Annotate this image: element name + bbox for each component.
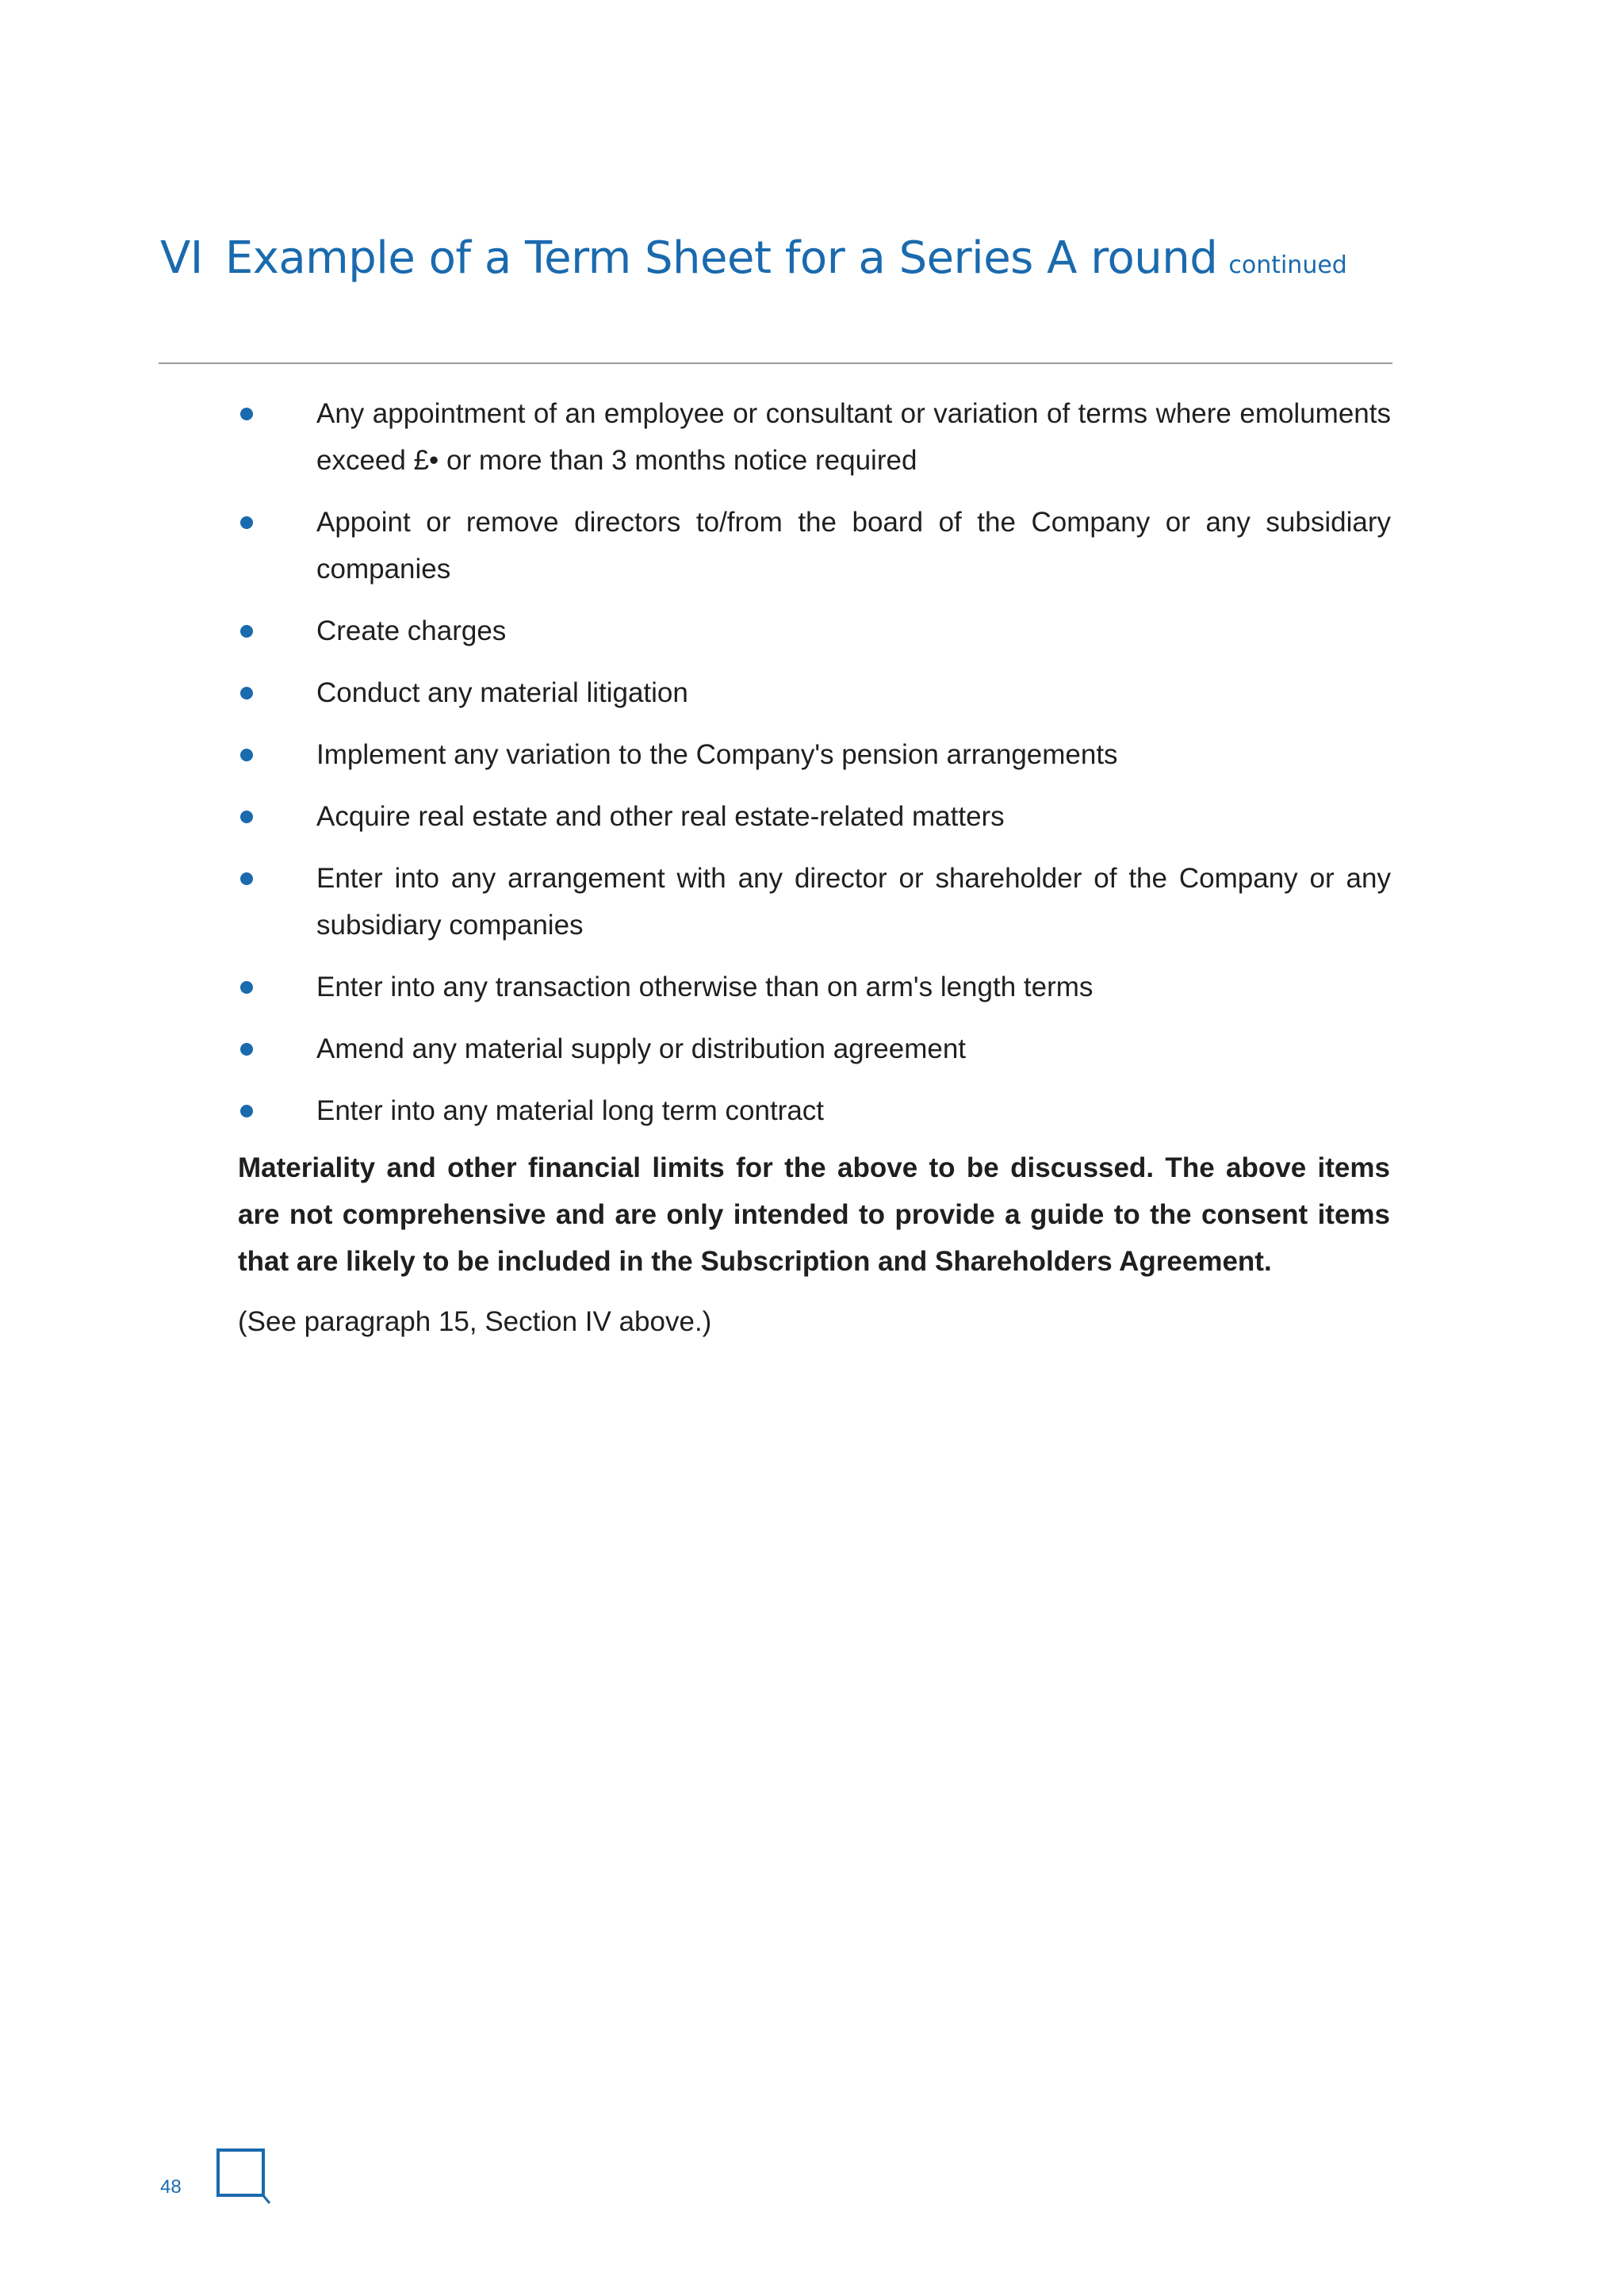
page-number: 48	[160, 2176, 182, 2198]
list-item-text: Appoint or remove directors to/from the board of the Company or any subsidiary companies	[316, 507, 1391, 585]
list-item	[238, 1087, 1391, 1134]
bullet-dot-icon	[240, 811, 253, 823]
list-item	[238, 499, 1391, 592]
list-item	[238, 390, 1391, 484]
list-item	[238, 731, 1391, 778]
bullet-dot-icon	[240, 516, 253, 529]
bullet-dot-icon	[240, 1105, 253, 1117]
bullet-dot-icon	[240, 981, 253, 994]
paragraph-reference: (See paragraph 15, Section IV above.)	[238, 1306, 712, 1337]
section-numeral: VI	[160, 232, 203, 284]
list-item-text: Enter into any arrangement with any director or shareholder of the Company or any subsidiary companies	[316, 863, 1391, 941]
list-item	[238, 793, 1391, 840]
list-item-text: Conduct any material litigation	[316, 677, 688, 708]
list-item	[238, 669, 1391, 716]
bullet-dot-icon	[240, 872, 253, 885]
bullet-dot-icon	[240, 1043, 253, 1056]
list-item-text: Acquire real estate and other real estate-related matters	[316, 801, 1005, 832]
list-item	[238, 608, 1391, 654]
list-item-text: Implement any variation to the Company's pension arrangements	[316, 739, 1118, 770]
list-item	[238, 1025, 1391, 1072]
list-item-text: Any appointment of an employee or consultant or variation of terms where emoluments exceed £• or more than 3 months notice required	[316, 398, 1391, 476]
page-title	[160, 232, 1347, 284]
square-corner-logo-icon	[216, 2148, 273, 2205]
bullet-dot-icon	[240, 749, 253, 761]
consent-items-list	[238, 390, 1391, 1149]
list-item	[238, 855, 1391, 949]
section-title: Example of a Term Sheet for a Series A round	[224, 232, 1218, 284]
bullet-dot-icon	[240, 408, 253, 420]
continued-label: continued	[1228, 251, 1347, 279]
list-item-text: Amend any material supply or distribution agreement	[316, 1033, 967, 1064]
bullet-dot-icon	[240, 625, 253, 638]
list-item-text: Create charges	[316, 615, 507, 646]
list-item	[238, 964, 1391, 1010]
materiality-note: Materiality and other financial limits for the above to be discussed. The above items are not comprehensive and are only intended to provide a guide to the consent items that are likely to be included in the Subscription and Shareholders Agreement.	[238, 1152, 1390, 1277]
bullet-dot-icon	[240, 687, 253, 700]
list-item-text: Enter into any transaction otherwise than on arm's length terms	[316, 972, 1094, 1002]
title-divider	[159, 362, 1392, 364]
list-item-text: Enter into any material long term contract	[316, 1095, 825, 1126]
